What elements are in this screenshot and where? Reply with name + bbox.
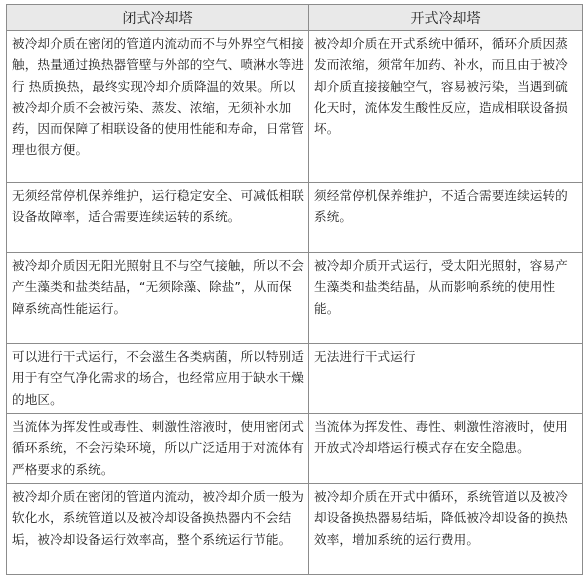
table-cell: 当流体为挥发性或毒性、刺激性溶液时，使用密闭式循环系统，不会污染环境，所以广泛适用于对流体有严格要求的系统。 [7,414,309,484]
table-cell: 被冷却介质在开式中循环，系统管道以及被冷却设备换热器易结垢，降低被冷却设备的换热效率，增加系统的运行费用。 [309,484,583,575]
table-cell: 无须经常停机保养维护，运行稳定安全、可减低相联设备故障率，适合需要连续运转的系统。 [7,183,309,253]
table-row [7,253,583,344]
table-header-row [7,5,583,31]
table-row [7,414,583,484]
header-closed-tower: 闭式冷却塔 [7,5,309,31]
table-row [7,484,583,575]
table-cell: 无法进行干式运行 [309,344,583,414]
table-cell: 可以进行干式运行，不会滋生各类病菌，所以特别适用于有空气净化需求的场合，也经常应用于缺水干燥的地区。 [7,344,309,414]
table-cell: 被冷却介质因无阳光照射且不与空气接触，所以不会产生藻类和盐类结晶，“无须除藻、除盐”，从而保障系统高性能运行。 [7,253,309,344]
table-cell: 当流体为挥发性、毒性、刺激性溶液时，使用开放式冷却塔运行模式存在安全隐患。 [309,414,583,484]
header-open-tower: 开式冷却塔 [309,5,583,31]
table-cell: 被冷却介质在密闭的管道内流动，被冷却介质一般为软化水，系统管道以及被冷却设备换热器内不会结垢，被冷却设备运行效率高，整个系统运行节能。 [7,484,309,575]
table-row [7,31,583,183]
table-cell: 被冷却介质在开式系统中循环，循环介质因蒸发而浓缩，须常年加药、补水，而且由于被冷却介质直接接触空气，容易被污染，当遇到硫化天时，流体发生酸性反应，造成相联设备损坏。 [309,31,583,183]
table-row [7,183,583,253]
table-cell: 须经常停机保养维护，不适合需要连续运转的系统。 [309,183,583,253]
table-cell: 被冷却介质在密闭的管道内流动而不与外界空气相接触，热量通过换热器管壁与外部的空气、喷淋水等进行 热质换热，最终实现冷却介质降温的效果。所以被冷却介质不会被污染、蒸发、浓缩，无须补水加药，因而保障了相联设备的使用性能和寿命，日常管理也很方便。 [7,31,309,183]
table-row [7,344,583,414]
table-cell: 被冷却介质开式运行，受太阳光照射，容易产生藻类和盐类结晶，从而影响系统的使用性能。 [309,253,583,344]
comparison-table [6,4,583,575]
